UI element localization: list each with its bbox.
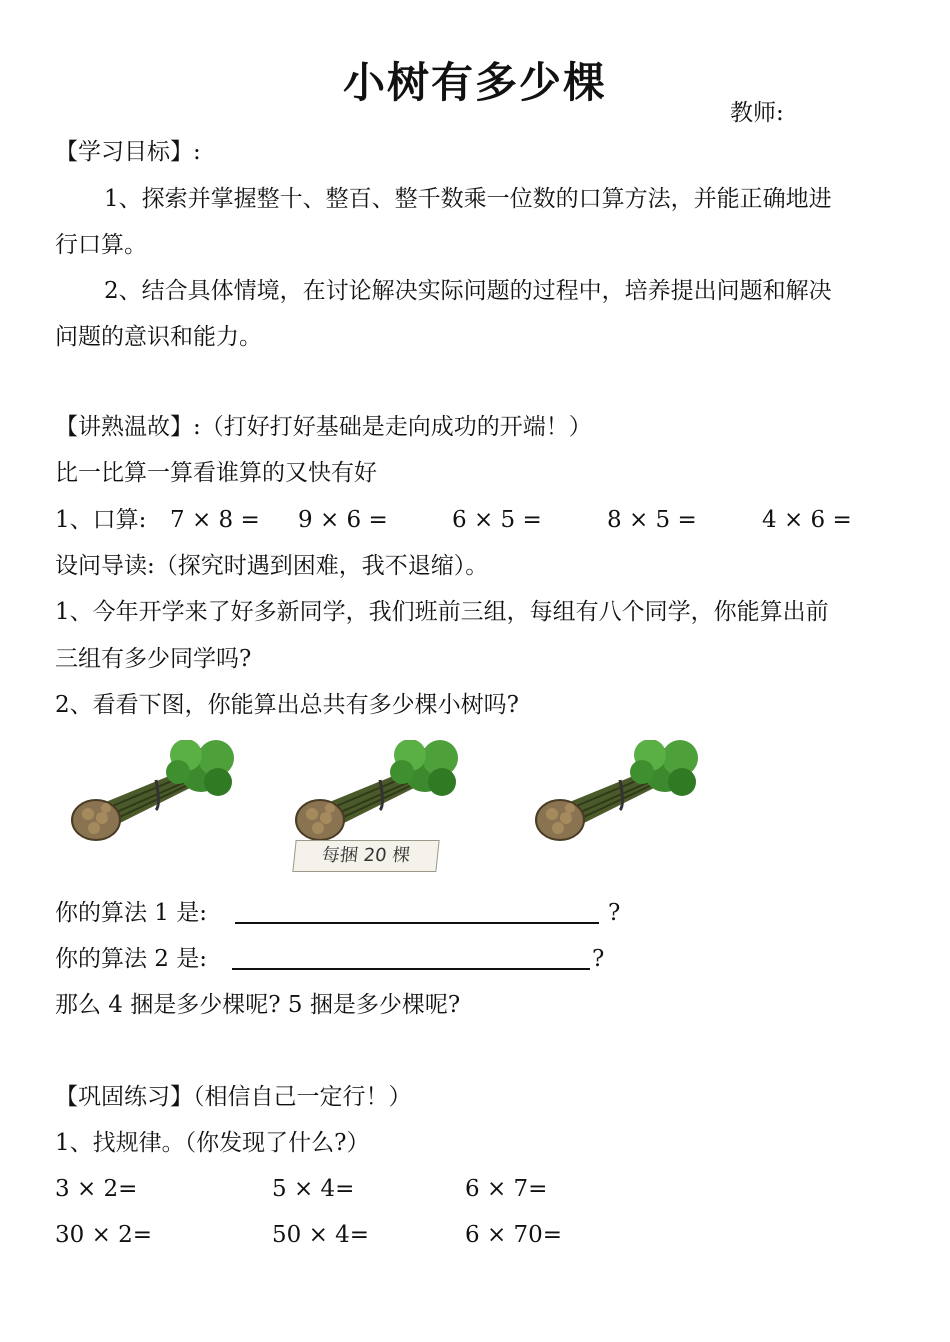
question-1-line-2: 三组有多少同学吗?	[55, 646, 252, 672]
practice-question-1: 1、找规律。（你发现了什么?）	[55, 1130, 370, 1156]
practice-item: 5 × 4=	[272, 1176, 355, 1202]
method-2-answer-blank[interactable]	[232, 968, 590, 970]
method-1-answer-blank[interactable]	[235, 922, 599, 924]
oral-item-5: 4 × 6 =	[762, 507, 852, 533]
teacher-label: 教师:	[730, 100, 784, 126]
practice-item: 3 × 2=	[55, 1176, 138, 1202]
method-2-end: ?	[592, 946, 605, 972]
review-heading: 【讲熟温故】:（打好打好基础是走向成功的开端！）	[55, 414, 592, 440]
method-1-end: ?	[608, 900, 621, 926]
practice-item: 50 × 4=	[272, 1222, 370, 1248]
practice-heading: 【巩固练习】（相信自己一定行！）	[55, 1084, 412, 1110]
goals-heading: 【学习目标】:	[55, 139, 201, 165]
question-2: 2、看看下图，你能算出总共有多少棵小树吗?	[55, 692, 519, 718]
practice-item: 6 × 7=	[465, 1176, 548, 1202]
compare-line: 比一比算一算看谁算的又快有好	[55, 460, 377, 486]
oral-item-2: 9 × 6 =	[298, 507, 388, 533]
goal-1-line-2: 行口算。	[55, 232, 147, 258]
practice-item: 6 × 70=	[465, 1222, 563, 1248]
practice-row-2	[55, 1220, 755, 1250]
goal-2-line-1: 2、结合具体情境，在讨论解决实际问题的过程中，培养提出问题和解决	[104, 278, 832, 304]
method-2-label: 你的算法 2 是:	[55, 946, 208, 972]
oral-calculation-row	[55, 505, 915, 535]
question-1-line-1: 1、今年开学来了好多新同学，我们班前三组，每组有八个同学，你能算出前	[55, 599, 829, 625]
goal-1-line-1: 1、探索并掌握整十、整百、整千数乘一位数的口算方法，并能正确地进	[104, 186, 832, 212]
oral-item-4: 8 × 5 =	[607, 507, 697, 533]
tree-bundle-icon	[66, 740, 236, 850]
tree-bundle-icon	[290, 740, 460, 850]
goal-2-line-2: 问题的意识和能力。	[55, 324, 262, 350]
oral-item-1: 7 × 8 =	[170, 507, 260, 533]
oral-item-3: 6 × 5 =	[452, 507, 542, 533]
practice-row-1	[55, 1174, 755, 1204]
method-1-label: 你的算法 1 是:	[55, 900, 208, 926]
practice-item: 30 × 2=	[55, 1222, 153, 1248]
page-title: 小树有多少棵	[342, 58, 607, 107]
tree-bundle-icon	[530, 740, 700, 850]
bundle-label: 每捆 20 棵	[292, 840, 439, 872]
oral-label: 1、口算:	[55, 507, 147, 533]
guide-line: 设问导读:（探究时遇到困难，我不退缩）。	[55, 553, 489, 579]
followup-question: 那么 4 捆是多少棵呢? 5 捆是多少棵呢?	[55, 992, 461, 1018]
